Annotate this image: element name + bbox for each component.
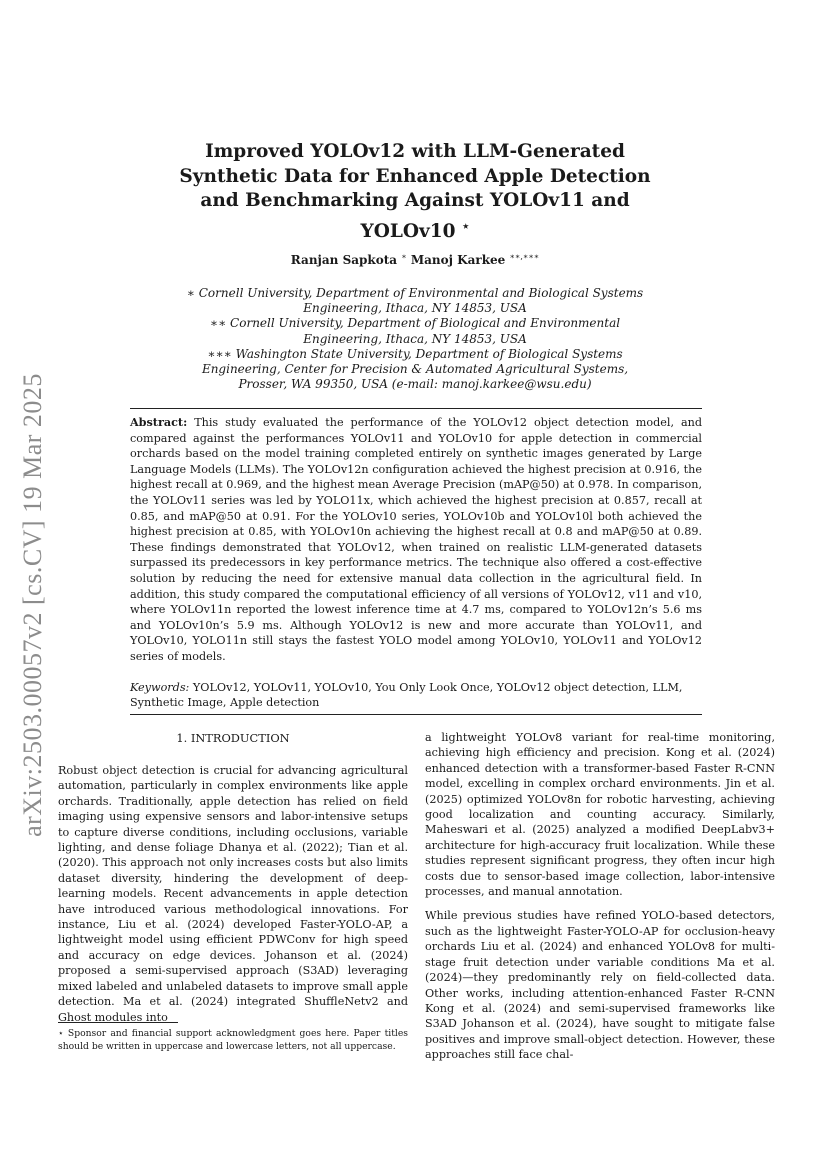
- title-footnote-mark: ⋆: [461, 218, 470, 233]
- arxiv-identifier-text: arXiv:2503.00057v2 [cs.CV] 19 Mar 2025: [18, 373, 47, 837]
- footnote: [58, 1027, 408, 1053]
- author-affiliation-mark: ∗: [401, 252, 407, 261]
- affiliation-item: ∗∗∗ Washington State University, Department of Biological Systems Engineering, Center for Precision & Automated Agricultural Systems, Prosser, WA 99350, USA (e-mail: manoj.karkee@wsu.edu): [201, 346, 629, 392]
- author-name: Manoj Karkee: [410, 253, 506, 267]
- body-paragraph: a lightweight YOLOv8 variant for real-time monitoring, achieving high efficiency and precision. Kong et al. (2024) enhanced detection with a transformer-based Faster R-CNN model, excelling in complex orchard environments. Jin et al. (2025) optimized YOLOv8n for robotic harvesting, achieving good localization and counting accuracy. Similarly, Maheswari et al. (2025) analyzed a modified DeepLabv3+ architecture for high-accuracy fruit localization. While these studies represent significant progress, they often incur high costs due to sensor-based image collection, labor-intensive processes, and manual annotation.: [425, 731, 775, 899]
- author-name: Ranjan Sapkota: [290, 253, 398, 267]
- footnote-rule: [58, 1022, 178, 1023]
- section-heading: 1. INTRODUCTION: [176, 731, 290, 745]
- abstract-label: Abstract:: [130, 415, 188, 429]
- keywords-block: [130, 680, 702, 711]
- paper-title: [160, 140, 670, 244]
- abstract-block: [130, 415, 702, 665]
- footnote-text: Sponsor and financial support acknowledgment goes here. Paper titles should be written in uppercase and lowercase letters, not all uppercase.: [58, 1028, 409, 1052]
- paper-title-text: Improved YOLOv12 with LLM-Generated Synthetic Data for Enhanced Apple Detection and Benchmarking Against YOLOv11 and YOLOv10: [179, 141, 651, 242]
- footnote-mark: ⋆: [58, 1028, 64, 1039]
- abstract-text: This study evaluated the performance of the YOLOv12 object detection model, and compared against the performances YOLOv11 and YOLOv10 for apple detection in commercial orchards based on the model training completed entirely on synthetic images generated by Large Language Models (LLMs). The YOLOv12n configuration achieved the highest precision at 0.916, the highest recall at 0.969, and the highest mean Average Precision (mAP@50) at 0.978. In comparison, the YOLOv11 series was led by YOLO11x, which achieved the highest precision at 0.857, recall at 0.85, and mAP@50 at 0.91. For the YOLOv10 series, YOLOv10b and YOLOv10l both achieved the highest precision at 0.85, with YOLOv10n achieving the highest recall at 0.8 and mAP@50 at 0.89. These findings demonstrated that YOLOv12, when trained on realistic LLM-generated datasets surpassed its predecessors in key performance metrics. The technique also offered a cost-effective solution by reducing the need for extensive manual data collection in the agricultural field. In addition, this study compared the computational efficiency of all versions of YOLOv12, v11 and v10, where YOLOv11n reported the lowest inference time at 4.7 ms, compared to YOLOv12n’s 5.6 ms and YOLOv10n’s 5.9 ms. Although YOLOv12 is new and more accurate than YOLOv11, and YOLOv10, YOLO11n still stays the fastest YOLO model among YOLOv10, YOLOv11 and YOLOv12 series of models.: [130, 416, 702, 663]
- author-affiliation-mark: ∗∗,∗∗∗: [509, 252, 540, 261]
- body-paragraph: While previous studies have refined YOLO-based detectors, such as the lightweight Faster-YOLO-AP for occlusion-heavy orchards Liu et al. (2024) and enhanced YOLOv8 for multi-stage fruit detection under variable conditions Ma et al. (2024)—they predominantly rely on field-collected data. Other works, including attention-enhanced Faster R-CNN Kong et al. (2024) and semi-supervised frameworks like S3AD Johanson et al. (2024), have sought to mitigate false positives and improve small-object detection. However, these approaches still face chal-: [425, 909, 775, 1062]
- arxiv-identifier-stamp: [16, 360, 50, 850]
- keywords-label: Keywords:: [130, 681, 190, 694]
- author-list: [160, 252, 670, 267]
- affiliations: [180, 286, 650, 392]
- body-paragraph: Robust object detection is crucial for advancing agricultural automation, particularly in complex environments like apple orchards. Traditionally, apple detection has relied on field imaging using expensive sensors and labor-intensive setups to capture diverse conditions, including occlusions, variable lighting, and dense foliage Dhanya et al. (2022); Tian et al. (2020). This approach not only increases costs but also limits dataset diversity, hindering the development of deep-learning models. Recent advancements in apple detection have introduced various methodological innovations. For instance, Liu et al. (2024) developed Faster-YOLO-AP, a lightweight model using efficient PDWConv for high speed and accuracy on edge devices. Johanson et al. (2024) proposed a semi-supervised approach (S3AD) leveraging mixed labeled and unlabeled datasets to improve small apple detection. Ma et al. (2024) integrated ShuffleNetv2 and Ghost modules into: [58, 764, 408, 1024]
- keywords-bottom-rule: [130, 714, 702, 715]
- right-column: [425, 730, 775, 1072]
- abstract-top-rule: [130, 408, 702, 409]
- affiliation-item: ∗∗ Cornell University, Department of Biological and Environmental Engineering, Ithaca, NY 14853, USA: [209, 316, 621, 346]
- keywords-text: YOLOv12, YOLOv11, YOLOv10, You Only Look Once, YOLOv12 object detection, LLM, Synthetic Image, Apple detection: [130, 681, 683, 710]
- affiliation-item: ∗ Cornell University, Department of Environmental and Biological Systems Engineering, Ithaca, NY 14853, USA: [186, 286, 644, 316]
- left-column: [58, 763, 408, 1034]
